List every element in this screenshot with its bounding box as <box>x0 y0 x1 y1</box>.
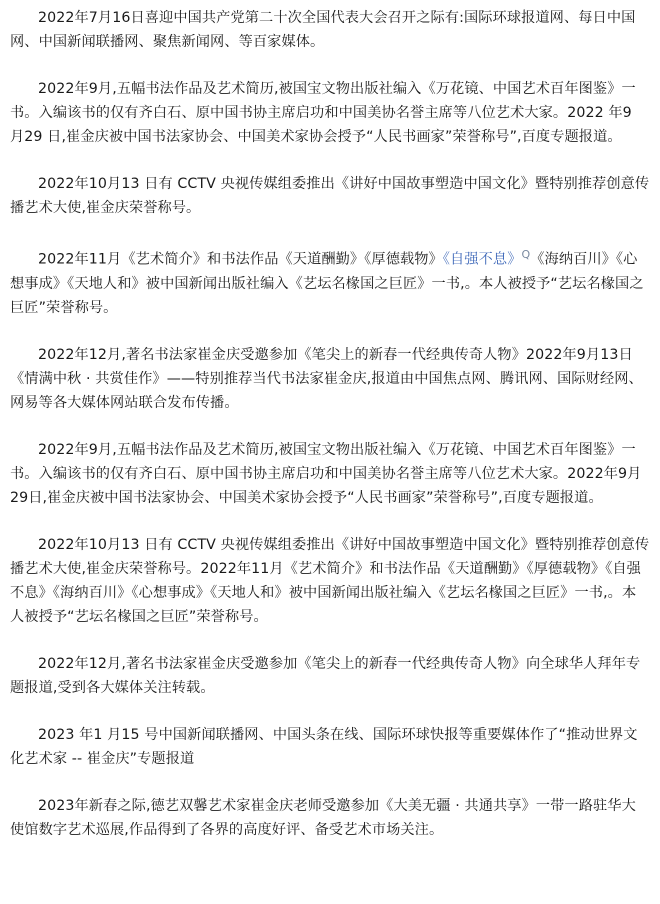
paragraph-9: 2023 年1 月15 号中国新闻联播网、中国头条在线、国际环球快报等重要媒体作了“推动世界文化艺术家 -- 崔金庆”专题报道 <box>10 726 638 767</box>
search-keyword-link[interactable]: 《自强不息》 <box>442 251 522 268</box>
paragraph-gap <box>10 149 650 172</box>
paragraph-gap <box>10 700 650 723</box>
paragraph-2: 2022年9月,五幅书法作品及艺术简历,被国宝文物出版社编入《万花镜、中国艺术百年图鉴》一书。入编该书的仅有齐白石、原中国书协主席启功和中国美协名誉主席等八位艺术大家。2022 年9 月29 日,崔金庆被中国书法家协会、中国美术家协会授予“人民书画家”荣誉称号”,百度专题报道。 <box>10 81 636 145</box>
paragraph-4-before: 2022年11月《艺术简介》和书法作品《天道酬勤》《厚德载物》 <box>38 251 443 268</box>
paragraph-gap <box>10 54 650 77</box>
paragraph-1: 2022年7月16日喜迎中国共产党第二十次全国代表大会召开之际有:国际环球报道网、每日中国网、中国新闻联播网、聚焦新闻网、等百家媒体。 <box>10 10 636 50</box>
paragraph-4 <box>10 243 650 320</box>
paragraph-10: 2023年新春之际,德艺双馨艺术家崔金庆老师受邀参加《大美无疆 · 共通共享》一带一路驻华大使馆数字艺术巡展,作品得到了各界的高度好评、备受艺术市场关注。 <box>10 797 636 838</box>
paragraph-4-after: 《海纳百川》《心想事成》《天地人和》被中国新闻出版社编入《艺坛名椽国之巨匠》一书,。本人被授予“艺坛名椽国之巨匠”荣誉称号。 <box>10 251 644 316</box>
paragraph-3: 2022年10月13 日有 CCTV 央视传媒组委推出《讲好中国故事塑造中国文化》暨特别推荐创意传播艺术大使,崔金庆荣誉称号。 <box>10 176 650 216</box>
paragraph-gap <box>10 320 650 343</box>
paragraph-gap <box>10 220 650 243</box>
paragraph-gap <box>10 629 650 652</box>
paragraph-7: 2022年10月13 日有 CCTV 央视传媒组委推出《讲好中国故事塑造中国文化》暨特别推荐创意传播艺术大使,崔金庆荣誉称号。2022年11月《艺术简介》和书法作品《天道酬勤》《厚德载物》《自强不息》《海纳百川》《心想事成》《天地人和》被中国新闻出版社编入《艺坛名椽国之巨匠》一书,。本人被授予“艺坛名椽国之巨匠”荣誉称号。 <box>10 536 650 625</box>
paragraph-8: 2022年12月,著名书法家崔金庆受邀参加《笔尖上的新春一代经典传奇人物》向全球华人拜年专题报道,受到各大媒体关注转载。 <box>10 655 641 696</box>
paragraph-gap <box>10 415 650 438</box>
paragraph-5: 2022年12月,著名书法家崔金庆受邀参加《笔尖上的新春一代经典传奇人物》2022年9月13日《情满中秋 · 共赏佳作》——特别推荐当代书法家崔金庆,报道由中国焦点网、腾讯网、国际财经网、网易等各大媒体网站联合发布传播。 <box>10 346 643 411</box>
paragraph-6: 2022年9月,五幅书法作品及艺术简历,被国宝文物出版社编入《万花镜、中国艺术百年图鉴》一书。入编该书的仅有齐白石、原中国书协主席启功和中国美协名誉主席等八位艺术大家。2022年9月29日,崔金庆被中国书法家协会、中国美术家协会授予“人民书画家”荣誉称号”,百度专题报道。 <box>10 441 642 506</box>
paragraph-gap <box>10 771 650 794</box>
paragraph-gap <box>10 510 650 533</box>
search-icon[interactable]: Q <box>521 248 531 261</box>
